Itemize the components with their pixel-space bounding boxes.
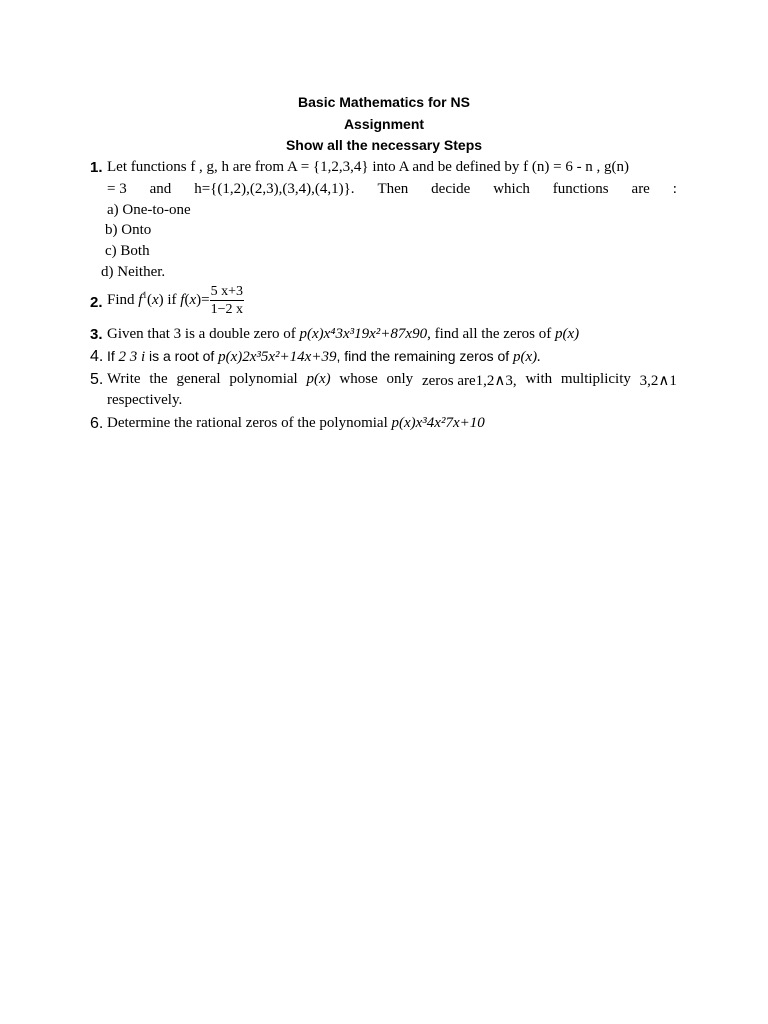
q1-option-a: a) One-to-one (107, 202, 191, 218)
q3-text (107, 326, 579, 343)
q5-line1 (107, 371, 677, 390)
q5-number: 5. (90, 371, 104, 388)
q5-line2: respectively. (107, 392, 183, 408)
q3-suffix: , find all the zeros of (427, 326, 552, 342)
q5-word: p(x) (306, 371, 331, 387)
q4-text (107, 348, 541, 366)
q6-text (107, 415, 485, 432)
q1-line2 (107, 181, 677, 198)
q4-suffix: , find the remaining zeros of (336, 348, 510, 364)
q2-function-expr: f(x)= (180, 291, 210, 308)
q4-root: 2 3 i (118, 349, 146, 365)
q6-poly: p(x)x³4x²7x+10 (391, 415, 485, 431)
q5-word: the (149, 371, 168, 387)
q2-text (107, 283, 244, 318)
q1-number: 1. (90, 159, 103, 176)
q1-line2-part: decide (431, 181, 471, 197)
q3-poly: p(x)x⁴3x³19x²+87x90 (299, 326, 428, 342)
q2-mid: if (167, 291, 177, 308)
q5-word: whose (339, 371, 378, 387)
q1-line2-part: and (149, 181, 172, 197)
q3-number: 3. (90, 326, 103, 343)
instruction-text: Show all the necessary Steps (285, 137, 483, 153)
q2-number: 2. (90, 294, 103, 311)
q6-prefix: Determine the rational zeros of the polynomial (107, 415, 388, 431)
q6-number: 6. (90, 415, 104, 432)
q1-option-b: b) Onto (105, 222, 152, 238)
q5-word: multiplicity (560, 371, 631, 387)
q5-word: 3,2∧1 (639, 373, 677, 389)
q2-prefix: Find (107, 291, 135, 308)
q4-mid: is a root of (148, 348, 215, 364)
q1-line2-part: : (672, 181, 677, 197)
assignment-title: Assignment (343, 116, 425, 132)
q1-line2-part: functions (552, 181, 609, 197)
q5-word: with (525, 371, 553, 387)
q1-line2-part: Then (377, 181, 409, 197)
q1-line2-part: h={(1,2),(2,3),(3,4),(4,1)}. (194, 181, 355, 197)
q4-number: 4. (90, 348, 104, 365)
q2-numerator: 5 x+3 (210, 284, 243, 299)
q1-line2-part: = 3 (107, 181, 127, 197)
q2-fraction (210, 283, 244, 318)
q1-line2-part: which (493, 181, 530, 197)
q1-line1: Let functions f , g, h are from A = {1,2,3,4} into A and be defined by f (n) = 6 - n , g(n) (107, 159, 630, 175)
q5-word: only (386, 371, 414, 387)
q2-inverse-expr: $f^1(x)$ (138, 289, 164, 308)
q1-option-c: c) Both (105, 243, 150, 259)
q4-end: p(x). (512, 349, 541, 365)
q4-poly: p(x)2x³5x²+14x+39 (218, 349, 337, 365)
q1-option-d: d) Neither. (101, 264, 166, 280)
q4-prefix: If (107, 348, 115, 364)
q5-word: general (176, 371, 221, 387)
q1-line2-part: are (631, 181, 650, 197)
q3-end: p(x) (554, 326, 580, 342)
q5-word: Write (107, 371, 141, 387)
q2-denominator: 1−2 x (210, 302, 243, 317)
q3-prefix: Given that 3 is a double zero of (107, 326, 296, 342)
q5-word: polynomial (229, 371, 298, 387)
q5-word: zeros are1,2∧3, (421, 373, 517, 389)
course-title: Basic Mathematics for NS (298, 94, 470, 110)
